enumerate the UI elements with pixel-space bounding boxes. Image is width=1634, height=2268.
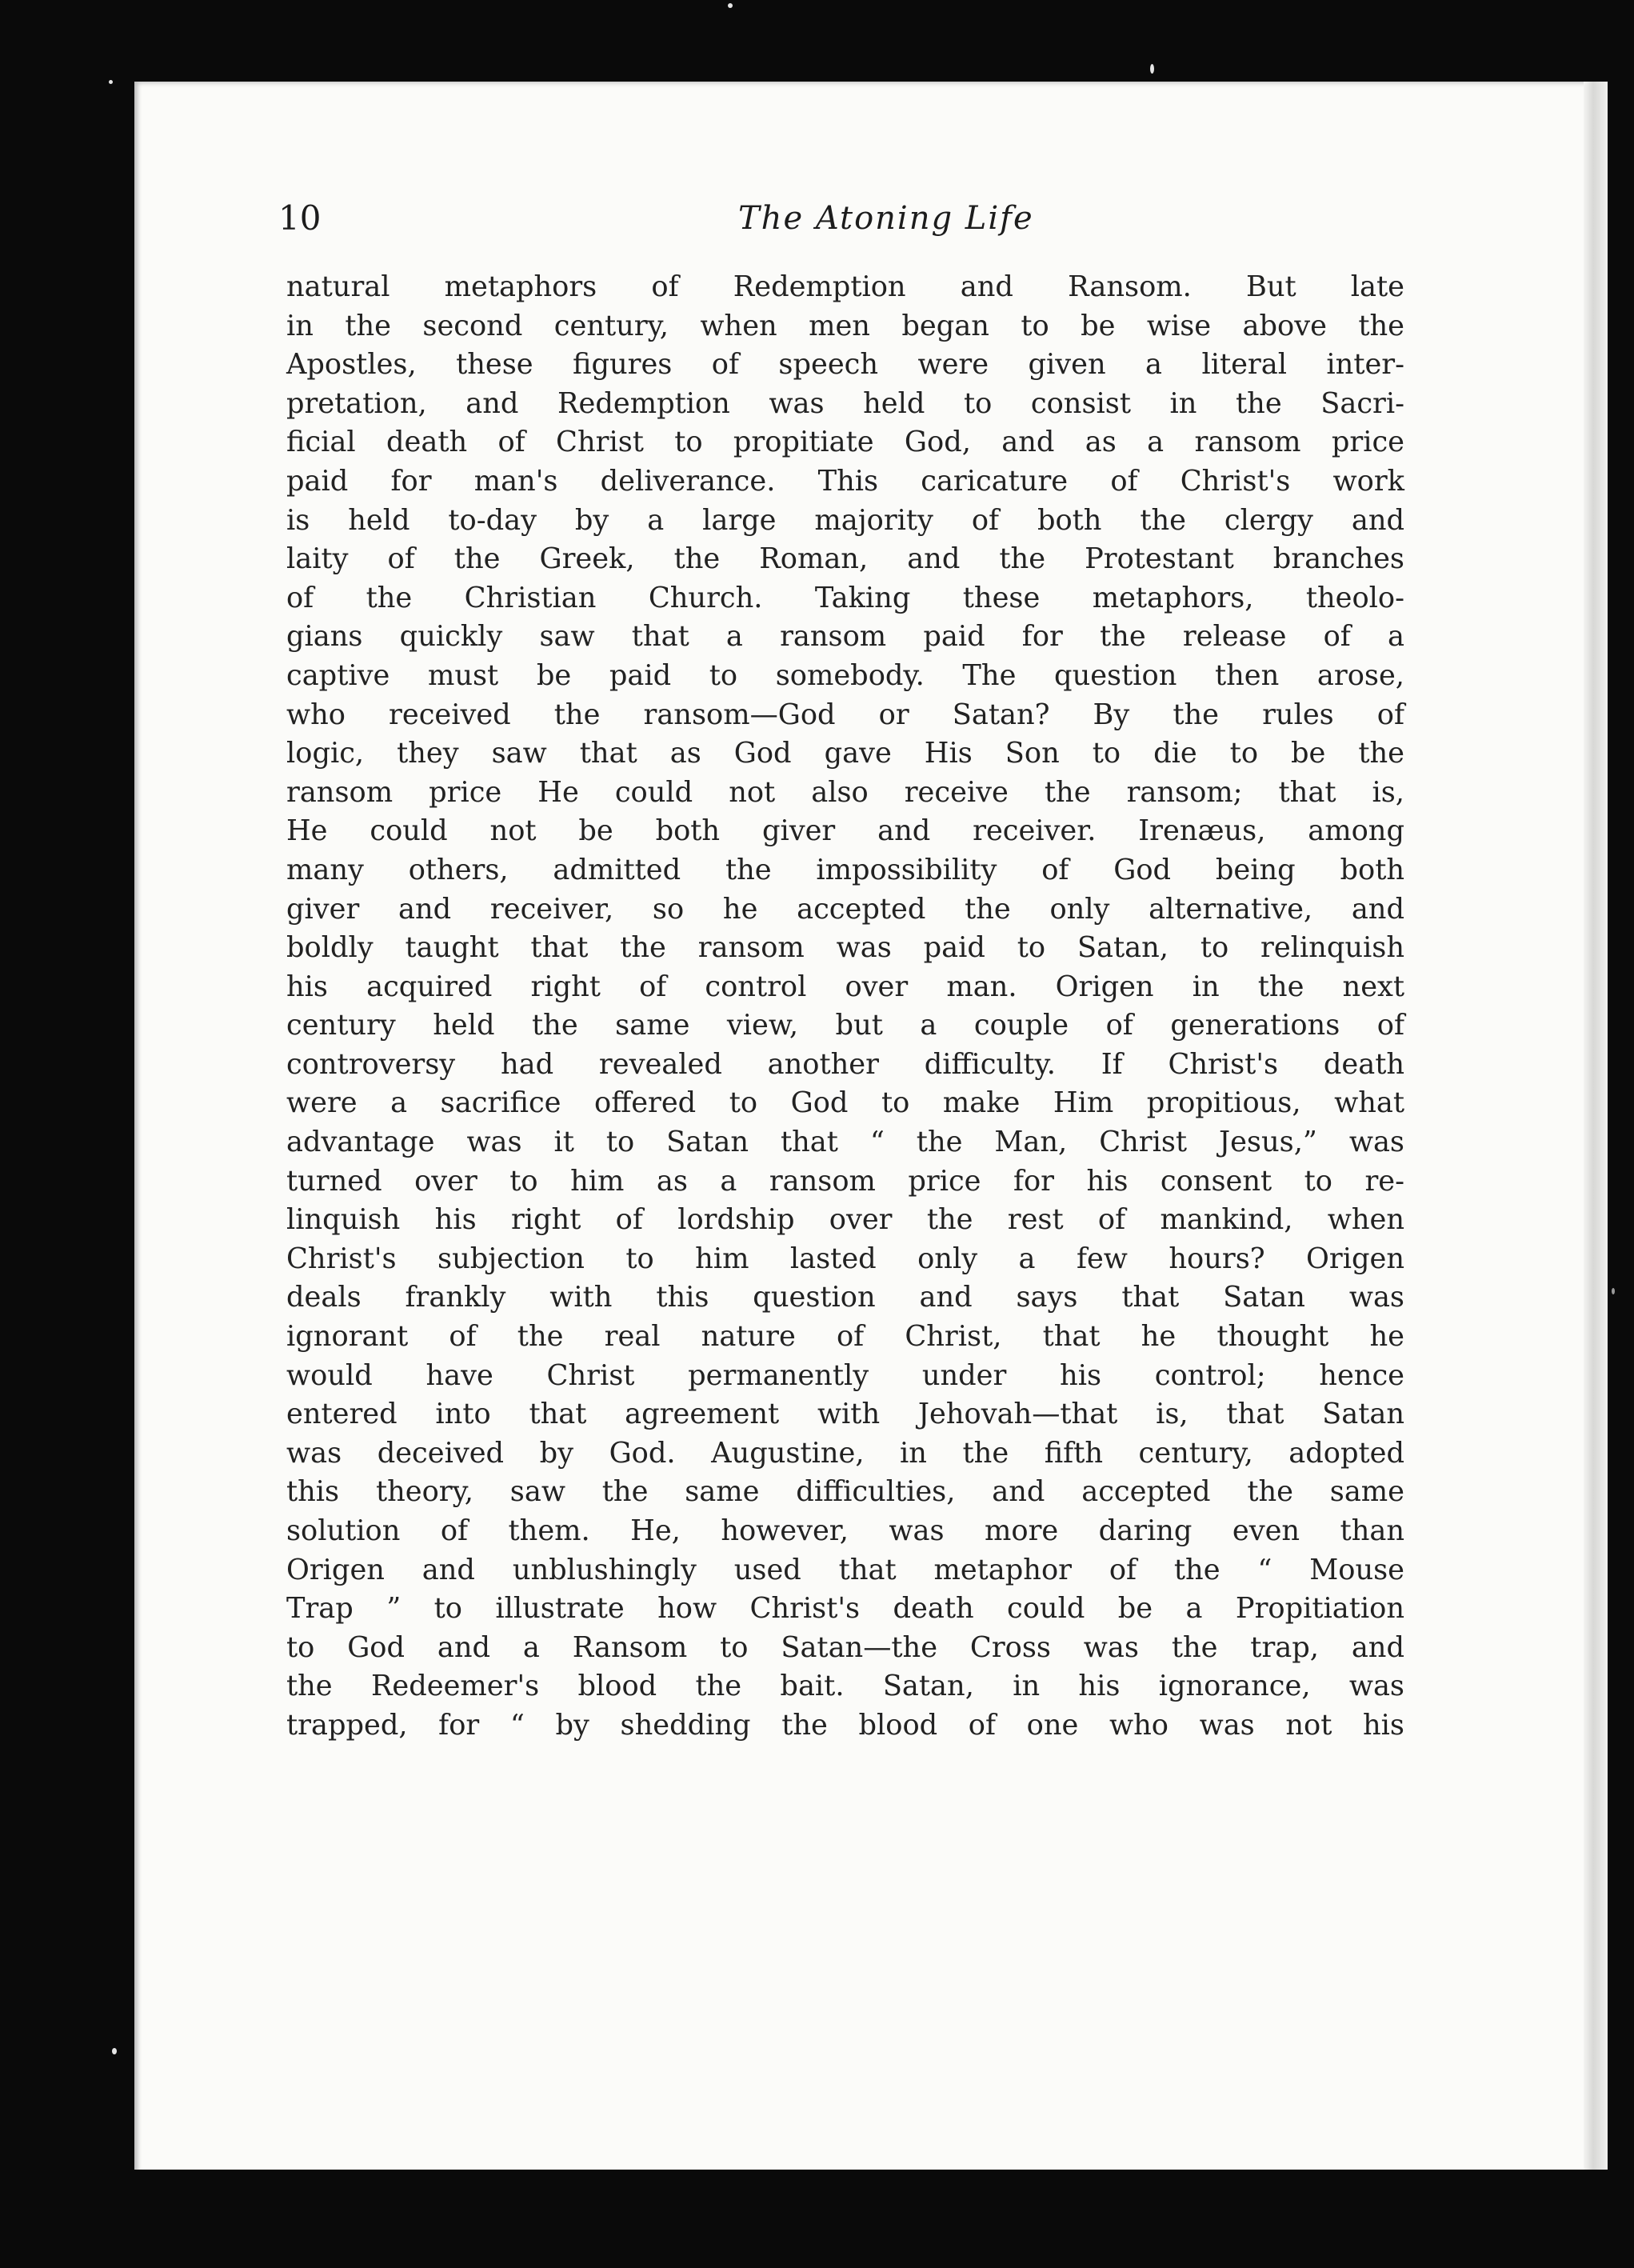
text-line: who received the ransom—God or Satan? By the rules of [286, 698, 1404, 731]
text-line: linquish his right of lordship over the rest of mankind, when [286, 1203, 1404, 1237]
text-line: ignorant of the real nature of Christ, that he thought he [286, 1320, 1404, 1354]
scan-speck [1612, 1288, 1615, 1294]
scan-speck [112, 2048, 117, 2054]
text-line: boldly taught that the ransom was paid to Satan, to relinquish [286, 931, 1404, 965]
text-line: Christ's subjection to him lasted only a few hours? Origen [286, 1242, 1404, 1275]
body-text [286, 268, 1404, 1746]
text-line: the Redeemer's blood the bait. Satan, in his ignorance, was [286, 1670, 1404, 1703]
text-line: giver and receiver, so he accepted the only alternative, and [286, 892, 1404, 926]
text-line: entered into that agreement with Jehovah—that is, that Satan [286, 1398, 1404, 1431]
scan-speck [728, 3, 733, 8]
text-line: in the second century, when men began to be wise above the [286, 309, 1404, 342]
page-number: 10 [278, 198, 322, 238]
text-line: natural metaphors of Redemption and Ransom. But late [286, 270, 1404, 303]
text-line: laity of the Greek, the Roman, and the Protestant branches [286, 542, 1404, 576]
text-line: Apostles, these figures of speech were given a literal inter- [286, 348, 1404, 382]
text-line: solution of them. He, however, was more daring even than [286, 1514, 1404, 1547]
text-line: ficial death of Christ to propitiate God, and as a ransom price [286, 426, 1404, 459]
text-line: captive must be paid to somebody. The question then arose, [286, 658, 1404, 692]
text-line: ransom price He could not also receive the ransom; that is, [286, 775, 1404, 809]
text-line: pretation, and Redemption was held to consist in the Sacri- [286, 386, 1404, 420]
text-line: of the Christian Church. Taking these metaphors, theolo- [286, 581, 1404, 614]
text-line: controversy had revealed another difficulty. If Christ's death [286, 1047, 1404, 1081]
text-line: many others, admitted the impossibility of God being both [286, 853, 1404, 886]
scan-speck [1150, 64, 1154, 74]
text-line: logic, they saw that as God gave His Son to die to be the [286, 737, 1404, 770]
text-line: century held the same view, but a couple of generations of [286, 1009, 1404, 1042]
text-line: Origen and unblushingly used that metaphor of the “ Mouse [286, 1553, 1404, 1586]
text-line: this theory, saw the same difficulties, and accepted the same [286, 1475, 1404, 1509]
page-edge-shadow [1584, 82, 1608, 2170]
text-line: were a sacrifice offered to God to make Him propitious, what [286, 1086, 1404, 1120]
text-line: turned over to him as a ransom price for his consent to re- [286, 1164, 1404, 1198]
text-line: trapped, for “ by shedding the blood of one who was not his [286, 1708, 1404, 1742]
text-line: He could not be both giver and receiver. Irenæus, among [286, 814, 1404, 848]
scan-speck [109, 80, 113, 84]
text-line: his acquired right of control over man. Origen in the next [286, 970, 1404, 1003]
text-line: Trap ” to illustrate how Christ's death could be a Propitiation [286, 1592, 1404, 1626]
text-line: would have Christ permanently under his control; hence [286, 1358, 1404, 1392]
text-line: deals frankly with this question and says that Satan was [286, 1281, 1404, 1314]
text-line: is held to-day by a large majority of both the clergy and [286, 503, 1404, 537]
running-head [278, 182, 1398, 254]
book-title: The Atoning Life [738, 200, 1034, 237]
text-line: paid for man's deliverance. This caricature of Christ's work [286, 464, 1404, 498]
text-line: advantage was it to Satan that “ the Man, Christ Jesus,” was [286, 1126, 1404, 1159]
text-line: gians quickly saw that a ransom paid for the release of a [286, 620, 1404, 654]
text-line: to God and a Ransom to Satan—the Cross was the trap, and [286, 1630, 1404, 1664]
text-line: was deceived by God. Augustine, in the fifth century, adopted [286, 1436, 1404, 1470]
